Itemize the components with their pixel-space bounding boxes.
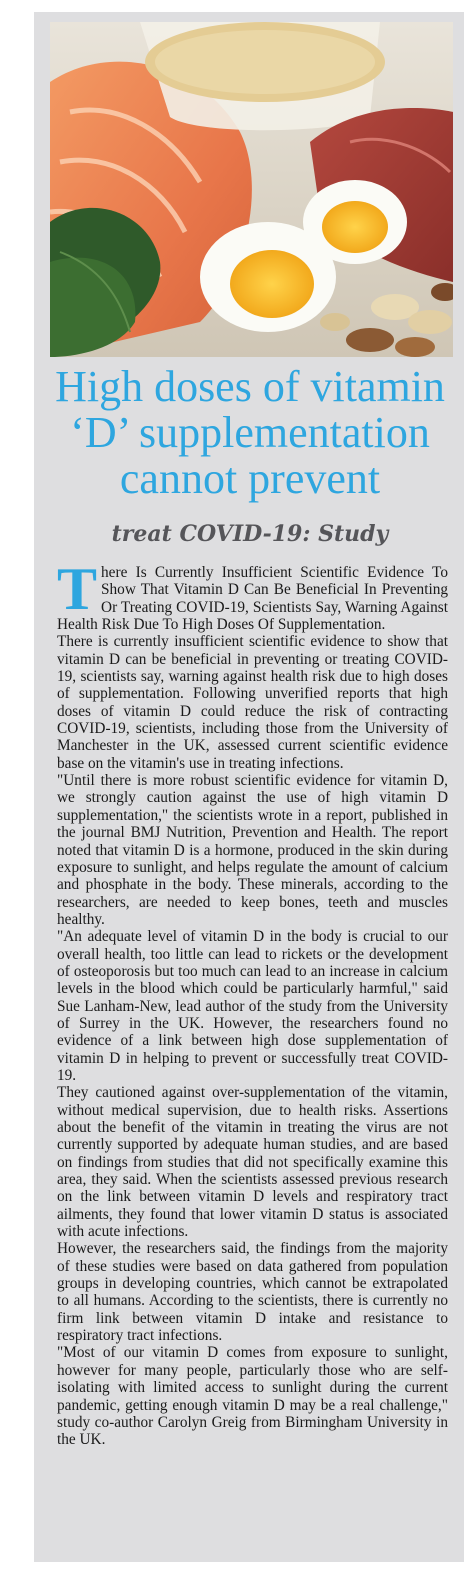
article-panel — [34, 12, 464, 1562]
drop-cap: T — [57, 556, 98, 622]
lead-text: here Is Currently Insufficient Scientific Evidence To Show That Vitamin D Can Be Beneficial In Preventing Or Treating COVID-19, Scientists Say, Warning Against Health Risk Due To High Doses Of Supplementation. — [57, 564, 448, 634]
article-headline: High doses of vitamin ‘D’ supplementation cannot prevent — [55, 362, 445, 503]
article-paragraph: "Until there is more robust scientific evidence for vitamin D, we strongly caution against the use of high vitamin D supplementation," the scientists wrote in a report, published in the journal BMJ Nutrition, Prevention and Health. The report noted that vitamin D is a hormone, produced in the skin during exposure to sunlight, and helps regulate the amount of calcium and phosphate in the body. These minerals, according to the researchers, are needed to keep bones, teeth and muscles healthy. — [57, 772, 448, 928]
article-paragraph: However, the researchers said, the findings from the majority of these studies were based on data gathered from population groups in developing countries, which cannot be extrapolated to all humans. According to the scientists, there is currently no firm link between vitamin D intake and resistance to respiratory tract infections. — [57, 1240, 448, 1345]
vitamin-d-foods-image — [50, 22, 453, 357]
article-body — [57, 556, 448, 1449]
article-lead — [57, 556, 448, 634]
article-photo — [50, 22, 453, 357]
article-subheadline: treat COVID-19: Study — [111, 521, 389, 547]
article-paragraph: "An adequate level of vitamin D in the body is crucial to our overall health, too little can lead to rickets or the development of osteoporosis but too much can lead to an increase in calcium levels in the blood which could be particularly harmful," said Sue Lanham-New, lead author of the study from the University of Surrey in the UK. However, the researchers found no evidence of a link between high dose supplementation of vitamin D in helping to prevent or successfully treat COVID-19. — [57, 928, 448, 1084]
article-paragraph: There is currently insufficient scientific evidence to show that vitamin D can be beneficial in preventing or treating COVID-19, scientists say, warning against health risk due to high doses of supplementation. Following unverified reports that high doses of vitamin D could reduce the risk of contracting COVID-19, scientists, including those from the University of Manchester in the UK, assessed current scientific evidence base on the vitamin's use in treating infections. — [57, 633, 448, 772]
article-paragraph: They cautioned against over-supplementation of the vitamin, without medical supervision, due to health risks. Assertions about the benefit of the vitamin in treating the virus are not currently supported by adequate human studies, and are based on findings from studies that did not specifically examine this area, they said. When the scientists assessed previous research on the link between vitamin D levels and respiratory tract ailments, they found that lower vitamin D status is associated with acute infections. — [57, 1084, 448, 1241]
article-paragraph: "Most of our vitamin D comes from exposure to sunlight, however for many people, particularly those who are self-isolating with limited access to sunlight during the current pandemic, getting enough vitamin D may be a real challenge," study co-author Carolyn Greig from Birmingham University in the UK. — [57, 1344, 448, 1449]
